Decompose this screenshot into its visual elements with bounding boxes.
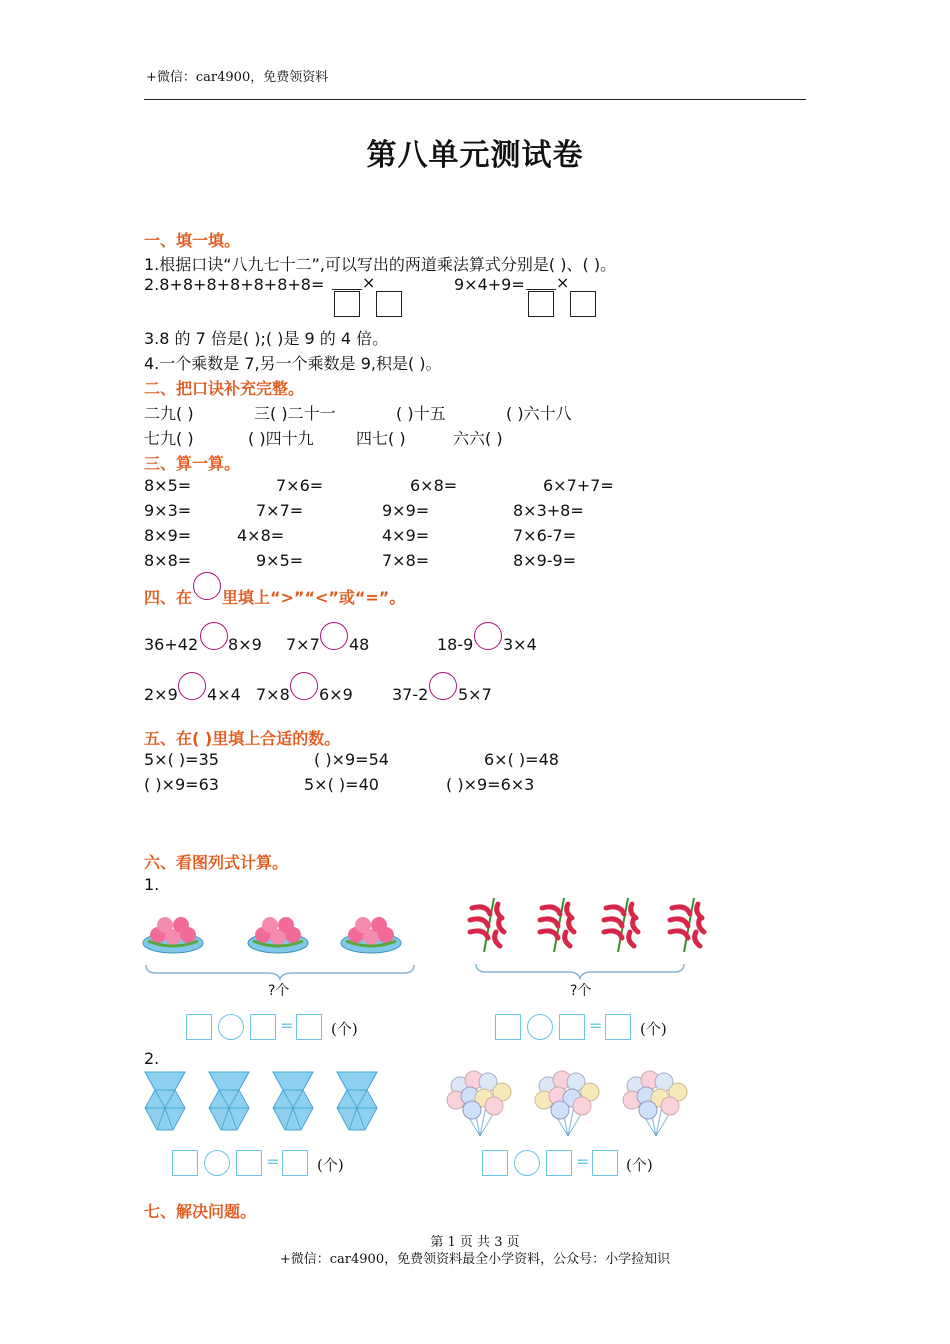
q2-box-1[interactable] [334,291,360,317]
fill-item: ( )×9=54 [314,750,389,769]
rhyme-2: 三( )二十一 [254,404,336,423]
calc-item: 6×7+7= [543,476,614,495]
compare-circle[interactable] [200,622,228,650]
rhyme-1: 二九( ) [144,404,194,423]
balloon-bunch-icon [535,1071,599,1136]
heading-circle-icon [193,572,221,600]
chili-illustration [462,890,707,980]
calc-item: 8×5= [144,476,192,495]
q2-left-blank[interactable] [332,275,362,290]
calc-item: 9×9= [382,501,430,520]
q2-box-2[interactable] [376,291,402,317]
equals-sign: = [280,1016,294,1035]
balloon-bunch-icon [447,1071,511,1136]
rhyme-6: ( )四十九 [248,429,314,448]
section-6-heading: 六、看图列式计算。 [144,853,289,872]
unit-label: (个) [317,1156,344,1174]
section-3-heading: 三、算一算。 [144,454,241,473]
equals-sign: = [589,1016,603,1035]
rhyme-5: 七九( ) [144,429,194,448]
unit-label: (个) [626,1156,653,1174]
section-7-heading: 七、解决问题。 [144,1202,257,1221]
q2-right-text: 9×4+9= [454,275,525,294]
compare-left: 2×9 [144,685,178,704]
peach-bowl-icon [341,917,401,953]
brace-icon [476,964,684,978]
answer-box[interactable] [296,1014,322,1040]
answer-box[interactable] [172,1150,198,1176]
compare-right: 3×4 [503,635,537,654]
calc-item: 9×3= [144,501,192,520]
fill-item: 5×( )=35 [144,750,219,769]
calc-item: 8×9-9= [513,551,577,570]
header-text: +微信：car4900，免费领资料 [146,70,329,85]
calc-item: 7×7= [256,501,304,520]
section-1-heading: 一、填一填。 [144,231,241,250]
rhyme-8: 六六( ) [453,429,503,448]
problem-2-number: 2. [144,1049,160,1068]
chili-bunch-icon [670,898,704,952]
compare-left: 37-2 [392,685,429,704]
fill-item: ( )×9=6×3 [446,775,535,794]
brace-icon [146,965,414,979]
equals-sign: = [576,1152,590,1171]
section-5-heading: 五、在( )里填上合适的数。 [144,729,341,748]
triangle-shape-icon [209,1072,249,1130]
compare-left: 18-9 [437,635,474,654]
section-4-heading-a: 四、在 [144,588,193,607]
compare-circle[interactable] [429,672,457,700]
calc-item: 9×5= [256,551,304,570]
compare-circle[interactable] [290,672,318,700]
triangle-shape-icon [337,1072,377,1130]
section-2-heading: 二、把口诀补充完整。 [144,379,305,398]
section-4-heading-b: 里填上“>”“<”或“=”。 [222,588,406,607]
calc-item: 4×9= [382,526,430,545]
compare-left: 7×8 [256,685,290,704]
triangle-shapes-illustration [143,1070,383,1134]
footer-text: +微信：car4900，免费领资料最全小学资料，公众号：小学捡知识 [279,1252,671,1267]
calc-item: 4×8= [237,526,285,545]
calc-item: 7×6-7= [513,526,577,545]
q4-text: 4.一个乘数是 7,另一个乘数是 9,积是( )。 [144,354,442,373]
q2-box-4[interactable] [570,291,596,317]
answer-box[interactable] [559,1014,585,1040]
problem-1-number: 1. [144,875,160,894]
header-rule [144,99,806,100]
answer-box[interactable] [282,1150,308,1176]
fill-item: 6×( )=48 [484,750,559,769]
compare-right: 48 [349,635,370,654]
answer-box[interactable] [186,1014,212,1040]
balloons-illustration [444,1070,699,1140]
answer-box[interactable] [546,1150,572,1176]
answer-box[interactable] [236,1150,262,1176]
balloon-bunch-icon [623,1071,687,1136]
question-label-1: ?个 [268,983,290,999]
rhyme-7: 四七( ) [356,429,406,448]
chili-bunch-icon [604,898,638,952]
unit-label: (个) [331,1020,358,1038]
q2-left-text: 2.8+8+8+8+8+8+8= [144,275,325,294]
fill-item: 5×( )=40 [304,775,379,794]
compare-right: 4×4 [207,685,241,704]
peach-bowls-illustration [140,905,410,965]
answer-box[interactable] [605,1014,631,1040]
calc-item: 7×6= [276,476,324,495]
unit-label: (个) [640,1020,667,1038]
q2-box-3[interactable] [528,291,554,317]
operator-circle[interactable] [514,1150,540,1176]
compare-left: 36+42 [144,635,199,654]
compare-circle[interactable] [320,622,348,650]
q1-text: 1.根据口诀“八九七十二”,可以写出的两道乘法算式分别是( )、( )。 [144,255,617,274]
q2-left-times: × [362,273,376,292]
operator-circle[interactable] [204,1150,230,1176]
calc-item: 6×8= [410,476,458,495]
compare-circle[interactable] [178,672,206,700]
calc-item: 8×8= [144,551,192,570]
answer-box[interactable] [592,1150,618,1176]
compare-right: 6×9 [319,685,353,704]
rhyme-3: ( )十五 [396,404,446,423]
triangle-shape-icon [145,1072,185,1130]
compare-right: 5×7 [458,685,492,704]
answer-box[interactable] [250,1014,276,1040]
calc-item: 7×8= [382,551,430,570]
q2-right-times: × [556,273,570,292]
page-number: 第 1 页 共 3 页 [430,1235,520,1250]
calc-item: 8×3+8= [513,501,584,520]
q3-text: 3.8 的 7 倍是( );( )是 9 的 4 倍。 [144,329,389,348]
compare-circle[interactable] [474,622,502,650]
fill-item: ( )×9=63 [144,775,219,794]
peach-bowl-icon [248,917,308,953]
rhyme-4: ( )六十八 [506,404,572,423]
operator-circle[interactable] [218,1014,244,1040]
question-label-2: ?个 [570,983,592,999]
peach-bowl-icon [143,917,203,953]
calc-item: 8×9= [144,526,192,545]
answer-box[interactable] [495,1014,521,1040]
triangle-shape-icon [273,1072,313,1130]
equals-sign: = [266,1152,280,1171]
compare-left: 7×7 [286,635,320,654]
q2-right-blank[interactable] [526,275,556,290]
page-title: 第八单元测试卷 [366,138,584,173]
answer-box[interactable] [482,1150,508,1176]
compare-right: 8×9 [228,635,262,654]
chili-bunch-icon [540,898,574,952]
operator-circle[interactable] [527,1014,553,1040]
chili-bunch-icon [470,898,504,952]
